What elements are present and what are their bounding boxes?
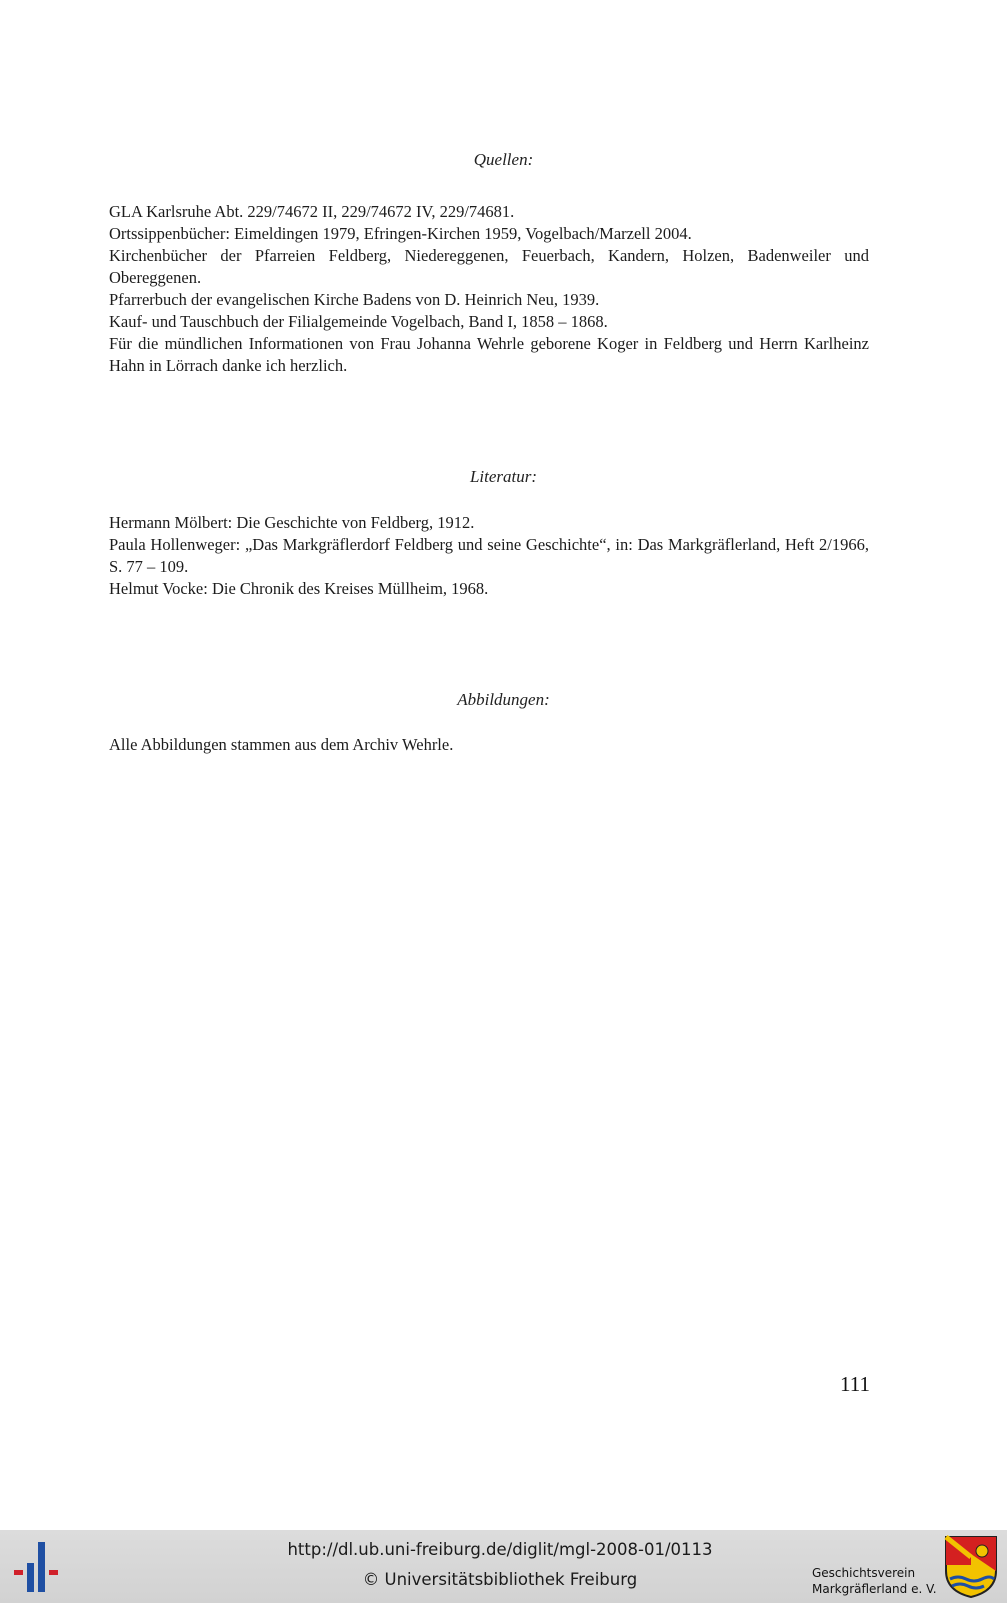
literature-line: Hermann Mölbert: Die Geschichte von Feldberg, 1912. <box>109 513 475 532</box>
literatur-heading: Literatur: <box>469 467 538 486</box>
literature-line: Helmut Vocke: Die Chronik des Kreises Müllheim, 1968. <box>109 579 489 598</box>
abbildungen-list <box>109 734 869 756</box>
society-name-line1: Geschichtsverein <box>812 1566 916 1580</box>
quellen-heading: Quellen: <box>473 150 534 169</box>
footer-url[interactable]: http://dl.ub.uni-freiburg.de/diglit/mgl-2008-01/0113 <box>287 1540 713 1559</box>
literatur-list <box>109 512 869 600</box>
quellen-list <box>109 201 869 377</box>
source-line: Kauf- und Tauschbuch der Filialgemeinde Vogelbach, Band I, 1858 – 1868. <box>109 312 608 331</box>
figure-credit-line: Alle Abbildungen stammen aus dem Archiv Wehrle. <box>109 735 454 754</box>
page-number: 111 <box>840 1372 870 1396</box>
abbildungen-heading: Abbildungen: <box>457 690 550 709</box>
society-name-line2: Markgräflerland e. V. <box>812 1582 937 1596</box>
footer-copyright: © Universitätsbibliothek Freiburg <box>362 1570 638 1589</box>
markgraeflerland-crest-icon <box>944 1535 998 1599</box>
source-line: Ortssippenbücher: Eimeldingen 1979, Efringen-Kirchen 1959, Vogelbach/Marzell 2004. <box>109 224 692 243</box>
literature-line: Paula Hollenweger: „Das Markgräflerdorf Feldberg und seine Geschichte“, in: Das Markgräflerland, Heft 2/1966, S. 77 – 109. <box>109 535 869 576</box>
ub-freiburg-logo-icon <box>14 1538 64 1596</box>
source-line: Für die mündlichen Informationen von Frau Johanna Wehrle geborene Koger in Feldberg und Herrn Karlheinz Hahn in Lörrach danke ich herzlich. <box>109 334 869 375</box>
source-line: Kirchenbücher der Pfarreien Feldberg, Niedereggenen, Feuerbach, Kandern, Holzen, Badenweiler und Obereggenen. <box>109 246 869 287</box>
source-line: Pfarrerbuch der evangelischen Kirche Badens von D. Heinrich Neu, 1939. <box>109 290 600 309</box>
footer-bar <box>0 1530 1007 1603</box>
source-line: GLA Karlsruhe Abt. 229/74672 II, 229/74672 IV, 229/74681. <box>109 202 515 221</box>
